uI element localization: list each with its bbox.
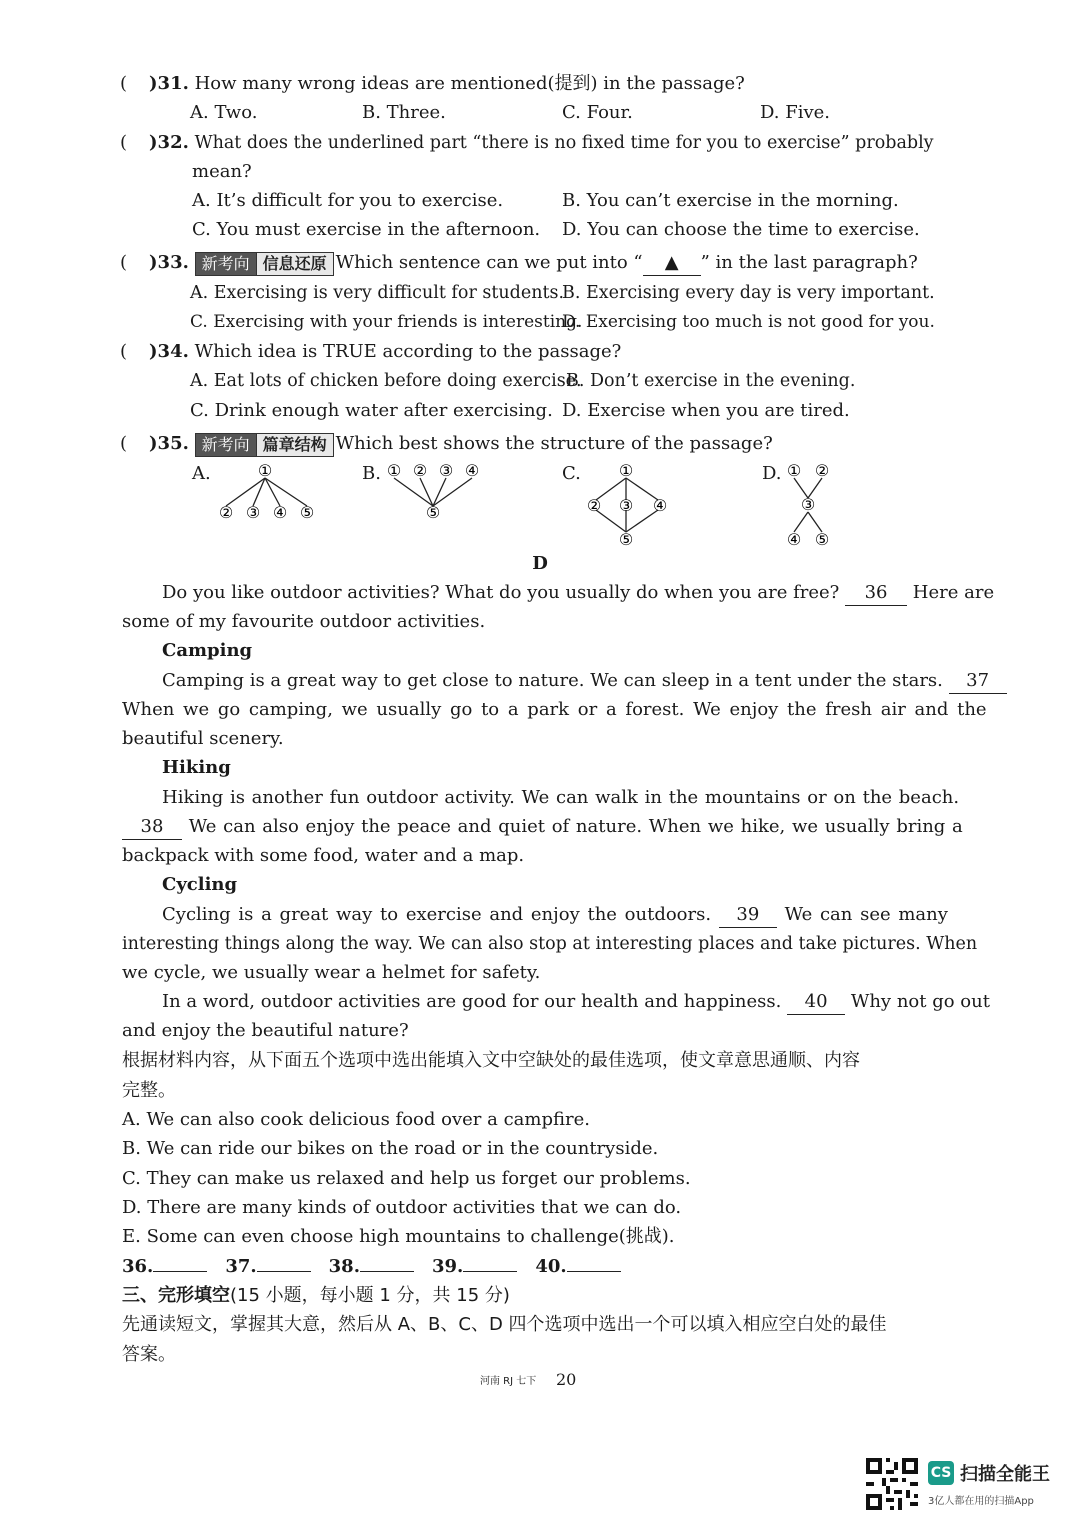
question-number: )32. — [149, 132, 189, 153]
question-31 — [120, 72, 745, 96]
question-33 — [120, 251, 918, 276]
question-34 — [120, 340, 621, 364]
edition-label: 河南 RJ 七下 — [480, 1376, 537, 1387]
choice-d: D. There are many kinds of outdoor activities that we can do. — [122, 1197, 682, 1218]
answer-paren[interactable]: ( — [120, 132, 128, 153]
node: ⑤ — [814, 530, 830, 549]
blank-40: 40 — [787, 990, 845, 1015]
option-c-letter[interactable]: C. — [562, 463, 581, 484]
node: ① — [618, 461, 634, 480]
option-b[interactable]: B. Three. — [362, 102, 446, 123]
section-3-instructions: 先通读短文，掌握其大意，然后从 A、B、C、D 四个选项中选出一个可以填入相应空白处的最佳 — [122, 1314, 887, 1335]
new-trend-tag: 新考向 篇章结构 — [195, 433, 334, 455]
option-d[interactable]: D. Exercise when you are tired. — [562, 400, 850, 421]
option-a[interactable]: A. Exercising is very difficult for students. — [190, 283, 565, 303]
node: ② — [586, 496, 602, 515]
new-trend-tag: 新考向 信息还原 — [195, 252, 334, 274]
answer-paren[interactable]: ( — [120, 433, 128, 454]
instructions-cont: 完整。 — [122, 1080, 176, 1101]
blank-38: 38 — [122, 815, 182, 840]
passage-line: Do you like outdoor activities? What do you usually do when you are free? 36 Here are — [162, 581, 994, 606]
instructions: 根据材料内容，从下面五个选项中选出能填入文中空缺处的最佳选项，使文章意思通顺、内容 — [122, 1050, 860, 1071]
passage-line: Camping is a great way to get close to nature. We can sleep in a tent under the stars. 37 — [162, 669, 1007, 694]
question-number: )34. — [149, 341, 189, 362]
blank-39: 39 — [719, 903, 777, 928]
question-text: Which best shows the structure of the passage? — [335, 433, 773, 454]
node: ④ — [464, 461, 480, 480]
option-a[interactable]: A. Eat lots of chicken before doing exercise. — [190, 371, 582, 391]
structure-diagram-c[interactable] — [578, 458, 678, 550]
option-b[interactable]: B. Don’t exercise in the evening. — [566, 371, 856, 391]
question-text: How many wrong ideas are mentioned(提到) in the passage? — [194, 73, 745, 94]
option-b[interactable]: B. Exercising every day is very important. — [562, 283, 935, 303]
passage-line: beautiful scenery. — [122, 728, 284, 749]
option-b-letter[interactable]: B. — [362, 463, 381, 484]
node: ⑤ — [618, 530, 634, 549]
answer-paren[interactable]: ( — [120, 252, 128, 273]
question-text: Which sentence can we put into “ — [335, 252, 643, 273]
passage-line: backpack with some food, water and a map. — [122, 845, 525, 866]
heading-camping: Camping — [162, 640, 253, 661]
option-c[interactable]: C. Drink enough water after exercising. — [190, 400, 553, 421]
section-3-instructions-cont: 答案。 — [122, 1344, 176, 1365]
option-a[interactable]: A. Two. — [190, 102, 258, 123]
passage-line: we cycle, we usually wear a helmet for safety. — [122, 962, 541, 983]
node: ③ — [245, 503, 261, 522]
node: ③ — [438, 461, 454, 480]
passage-line: When we go camping, we usually go to a park or a forest. We enjoy the fresh air and the — [122, 699, 987, 720]
question-35 — [120, 432, 773, 456]
passage-line: Hiking is another fun outdoor activity. We can walk in the mountains or on the beach. — [162, 787, 960, 808]
triangle-blank: ▲ — [643, 251, 701, 276]
node: ④ — [272, 503, 288, 522]
option-a-letter[interactable]: A. — [192, 463, 211, 484]
answer-blank-36[interactable] — [153, 1271, 207, 1272]
camscanner-logo-icon: CS — [928, 1461, 954, 1485]
question-32 — [120, 131, 934, 155]
node: ⑤ — [299, 503, 315, 522]
node: ⑤ — [425, 503, 441, 522]
qr-code-icon — [866, 1458, 918, 1510]
passage-line: some of my favourite outdoor activities. — [122, 611, 486, 632]
answer-blank-40[interactable] — [567, 1271, 621, 1272]
option-b[interactable]: B. You can’t exercise in the morning. — [562, 190, 899, 211]
choice-a: A. We can also cook delicious food over a campfire. — [122, 1109, 590, 1130]
node: ① — [386, 461, 402, 480]
answer-paren[interactable]: ( — [120, 73, 128, 94]
heading-hiking: Hiking — [162, 757, 231, 778]
question-text: Which idea is TRUE according to the passage? — [194, 341, 622, 362]
section-label: D — [532, 553, 548, 574]
passage-line: 38 We can also enjoy the peace and quiet of nature. When we hike, we usually bring a — [122, 815, 963, 840]
node: ③ — [800, 495, 816, 514]
question-number: )31. — [149, 73, 189, 94]
node: ① — [257, 461, 273, 480]
answer-paren[interactable]: ( — [120, 341, 128, 362]
node: ④ — [652, 496, 668, 515]
node: ② — [218, 503, 234, 522]
blank-36: 36 — [845, 581, 907, 606]
answer-blank-38[interactable] — [360, 1271, 414, 1272]
option-c[interactable]: C. You must exercise in the afternoon. — [192, 219, 541, 240]
watermark-title: 扫描全能王 — [960, 1464, 1050, 1485]
option-d[interactable]: D. Five. — [760, 102, 831, 123]
structure-diagram-b[interactable] — [380, 458, 490, 524]
blank-37: 37 — [949, 669, 1007, 694]
question-number: )35. — [149, 433, 189, 454]
answer-blank-39[interactable] — [463, 1271, 517, 1272]
option-c[interactable]: C. Four. — [562, 102, 633, 123]
passage-line: Cycling is a great way to exercise and enjoy the outdoors. 39 We can see many — [162, 903, 948, 928]
section-3-heading: 三、完形填空(15 小题，每小题 1 分，共 15 分) — [122, 1285, 510, 1306]
passage-line: interesting things along the way. We can also stop at interesting places and take pictures. When — [122, 934, 978, 954]
structure-diagram-d[interactable] — [780, 458, 840, 550]
structure-diagram-a[interactable] — [210, 458, 330, 524]
node: ④ — [786, 530, 802, 549]
option-d[interactable]: D. You can choose the time to exercise. — [562, 219, 920, 240]
page-number: 20 — [556, 1370, 577, 1389]
question-text-end: ” in the last paragraph? — [700, 252, 918, 273]
watermark-subtitle: 3亿人都在用的扫描App — [928, 1496, 1034, 1507]
choice-e: E. Some can even choose high mountains to challenge(挑战). — [122, 1226, 675, 1247]
choice-b: B. We can ride our bikes on the road or in the countryside. — [122, 1138, 659, 1159]
option-c[interactable]: C. Exercising with your friends is interesting. — [190, 312, 583, 332]
choice-c: C. They can make us relaxed and help us forget our problems. — [122, 1168, 691, 1189]
question-text: What does the underlined part “there is no fixed time for you to exercise” probably — [194, 133, 934, 153]
heading-cycling: Cycling — [162, 874, 238, 895]
option-a[interactable]: A. It’s difficult for you to exercise. — [192, 190, 504, 211]
node: ① — [786, 461, 802, 480]
answer-blank-37[interactable] — [257, 1271, 311, 1272]
node: ② — [814, 461, 830, 480]
passage-line: and enjoy the beautiful nature? — [122, 1020, 409, 1041]
answer-row: 36. 37. 38. 39. 40. — [122, 1255, 621, 1279]
node: ③ — [618, 496, 634, 515]
question-text-cont: mean? — [192, 161, 252, 182]
passage-line: In a word, outdoor activities are good for our health and happiness. 40 Why not go out — [162, 990, 990, 1015]
node: ② — [412, 461, 428, 480]
option-d[interactable]: D. Exercising too much is not good for you. — [562, 312, 935, 332]
option-d-letter[interactable]: D. — [762, 463, 782, 484]
question-number: )33. — [149, 252, 189, 273]
